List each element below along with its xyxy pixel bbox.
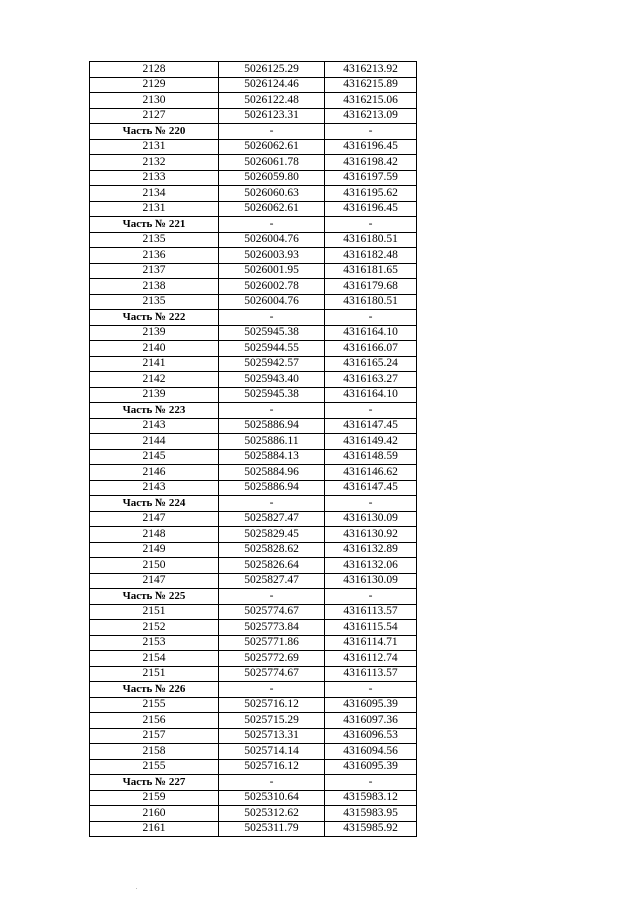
- x-coordinate-cell: 5026003.93: [219, 248, 325, 264]
- table-row: [90, 155, 417, 171]
- point-number-cell: 2140: [90, 341, 219, 357]
- table-row: [90, 573, 417, 589]
- x-coordinate-cell: 5025312.62: [219, 806, 325, 822]
- x-coordinate-cell: 5026122.48: [219, 93, 325, 109]
- part-header-row: [90, 775, 417, 791]
- table-row: [90, 449, 417, 465]
- table-row: [90, 418, 417, 434]
- point-number-cell: 2154: [90, 651, 219, 667]
- point-number-cell: 2128: [90, 62, 219, 78]
- x-coordinate-cell: 5026125.29: [219, 62, 325, 78]
- y-coordinate-cell: 4316196.45: [325, 201, 417, 217]
- point-number-cell: 2146: [90, 465, 219, 481]
- point-number-cell: 2144: [90, 434, 219, 450]
- table-row: [90, 790, 417, 806]
- table-row: [90, 511, 417, 527]
- point-number-cell: 2151: [90, 666, 219, 682]
- y-coordinate-cell: 4316196.45: [325, 139, 417, 155]
- x-coordinate-cell: 5025884.13: [219, 449, 325, 465]
- table-row: [90, 651, 417, 667]
- part-label-cell: Часть № 221: [90, 217, 219, 233]
- scan-speck: [136, 888, 137, 889]
- table-row: [90, 666, 417, 682]
- point-number-cell: 2151: [90, 604, 219, 620]
- part-label-cell: Часть № 226: [90, 682, 219, 698]
- y-coordinate-cell: 4316215.06: [325, 93, 417, 109]
- x-coordinate-cell: -: [219, 217, 325, 233]
- table-row: [90, 465, 417, 481]
- y-coordinate-cell: 4316147.45: [325, 418, 417, 434]
- point-number-cell: 2135: [90, 294, 219, 310]
- y-coordinate-cell: 4315985.92: [325, 821, 417, 837]
- table-row: [90, 604, 417, 620]
- point-number-cell: 2161: [90, 821, 219, 837]
- table-row: [90, 713, 417, 729]
- table-row: [90, 635, 417, 651]
- x-coordinate-cell: 5025311.79: [219, 821, 325, 837]
- table-row: [90, 744, 417, 760]
- x-coordinate-cell: 5026124.46: [219, 77, 325, 93]
- part-label-cell: Часть № 220: [90, 124, 219, 140]
- y-coordinate-cell: 4316165.24: [325, 356, 417, 372]
- x-coordinate-cell: 5025943.40: [219, 372, 325, 388]
- point-number-cell: 2131: [90, 201, 219, 217]
- x-coordinate-cell: 5025715.29: [219, 713, 325, 729]
- y-coordinate-cell: 4316114.71: [325, 635, 417, 651]
- y-coordinate-cell: 4316095.39: [325, 697, 417, 713]
- table-row: [90, 77, 417, 93]
- y-coordinate-cell: -: [325, 589, 417, 605]
- table-row: [90, 93, 417, 109]
- table-row: [90, 186, 417, 202]
- point-number-cell: 2157: [90, 728, 219, 744]
- y-coordinate-cell: 4316164.10: [325, 325, 417, 341]
- point-number-cell: 2158: [90, 744, 219, 760]
- x-coordinate-cell: 5026062.61: [219, 201, 325, 217]
- point-number-cell: 2129: [90, 77, 219, 93]
- x-coordinate-cell: 5025828.62: [219, 542, 325, 558]
- point-number-cell: 2137: [90, 263, 219, 279]
- x-coordinate-cell: 5025771.86: [219, 635, 325, 651]
- x-coordinate-cell: 5026059.80: [219, 170, 325, 186]
- y-coordinate-cell: 4316132.89: [325, 542, 417, 558]
- point-number-cell: 2135: [90, 232, 219, 248]
- x-coordinate-cell: 5025773.84: [219, 620, 325, 636]
- y-coordinate-cell: 4316163.27: [325, 372, 417, 388]
- table-row: [90, 279, 417, 295]
- part-label-cell: Часть № 222: [90, 310, 219, 326]
- x-coordinate-cell: 5025945.38: [219, 387, 325, 403]
- point-number-cell: 2143: [90, 480, 219, 496]
- y-coordinate-cell: 4316197.59: [325, 170, 417, 186]
- point-number-cell: 2153: [90, 635, 219, 651]
- table-row: [90, 201, 417, 217]
- x-coordinate-cell: -: [219, 310, 325, 326]
- x-coordinate-cell: 5026061.78: [219, 155, 325, 171]
- y-coordinate-cell: 4316179.68: [325, 279, 417, 295]
- x-coordinate-cell: -: [219, 775, 325, 791]
- y-coordinate-cell: -: [325, 682, 417, 698]
- point-number-cell: 2147: [90, 573, 219, 589]
- x-coordinate-cell: 5026002.78: [219, 279, 325, 295]
- part-header-row: [90, 589, 417, 605]
- y-coordinate-cell: 4316182.48: [325, 248, 417, 264]
- point-number-cell: 2148: [90, 527, 219, 543]
- point-number-cell: 2143: [90, 418, 219, 434]
- x-coordinate-cell: 5026060.63: [219, 186, 325, 202]
- x-coordinate-cell: 5026123.31: [219, 108, 325, 124]
- part-header-row: [90, 403, 417, 419]
- point-number-cell: 2136: [90, 248, 219, 264]
- point-number-cell: 2160: [90, 806, 219, 822]
- point-number-cell: 2138: [90, 279, 219, 295]
- point-number-cell: 2147: [90, 511, 219, 527]
- y-coordinate-cell: 4316096.53: [325, 728, 417, 744]
- y-coordinate-cell: 4316130.92: [325, 527, 417, 543]
- x-coordinate-cell: 5025772.69: [219, 651, 325, 667]
- x-coordinate-cell: -: [219, 496, 325, 512]
- y-coordinate-cell: -: [325, 217, 417, 233]
- point-number-cell: 2134: [90, 186, 219, 202]
- part-label-cell: Часть № 223: [90, 403, 219, 419]
- table-row: [90, 806, 417, 822]
- x-coordinate-cell: -: [219, 403, 325, 419]
- table-row: [90, 108, 417, 124]
- y-coordinate-cell: -: [325, 496, 417, 512]
- y-coordinate-cell: 4316213.09: [325, 108, 417, 124]
- point-number-cell: 2139: [90, 325, 219, 341]
- x-coordinate-cell: 5025774.67: [219, 604, 325, 620]
- x-coordinate-cell: -: [219, 682, 325, 698]
- table-row: [90, 387, 417, 403]
- y-coordinate-cell: 4316095.39: [325, 759, 417, 775]
- x-coordinate-cell: 5025942.57: [219, 356, 325, 372]
- y-coordinate-cell: -: [325, 403, 417, 419]
- point-number-cell: 2127: [90, 108, 219, 124]
- x-coordinate-cell: -: [219, 589, 325, 605]
- table-row: [90, 480, 417, 496]
- y-coordinate-cell: -: [325, 310, 417, 326]
- x-coordinate-cell: 5025886.11: [219, 434, 325, 450]
- table-row: [90, 248, 417, 264]
- point-number-cell: 2155: [90, 697, 219, 713]
- part-label-cell: Часть № 225: [90, 589, 219, 605]
- point-number-cell: 2130: [90, 93, 219, 109]
- x-coordinate-cell: 5025310.64: [219, 790, 325, 806]
- x-coordinate-cell: 5025716.12: [219, 697, 325, 713]
- table-row: [90, 325, 417, 341]
- point-number-cell: 2133: [90, 170, 219, 186]
- y-coordinate-cell: 4316149.42: [325, 434, 417, 450]
- x-coordinate-cell: 5025827.47: [219, 511, 325, 527]
- table-row: [90, 263, 417, 279]
- y-coordinate-cell: 4316198.42: [325, 155, 417, 171]
- point-number-cell: 2155: [90, 759, 219, 775]
- x-coordinate-cell: 5025774.67: [219, 666, 325, 682]
- y-coordinate-cell: 4316130.09: [325, 511, 417, 527]
- part-label-cell: Часть № 224: [90, 496, 219, 512]
- table-row: [90, 434, 417, 450]
- table-row: [90, 558, 417, 574]
- x-coordinate-cell: 5025944.55: [219, 341, 325, 357]
- point-number-cell: 2145: [90, 449, 219, 465]
- part-header-row: [90, 682, 417, 698]
- y-coordinate-cell: 4316130.09: [325, 573, 417, 589]
- y-coordinate-cell: -: [325, 775, 417, 791]
- table-row: [90, 294, 417, 310]
- x-coordinate-cell: 5026062.61: [219, 139, 325, 155]
- table-row: [90, 620, 417, 636]
- y-coordinate-cell: 4316215.89: [325, 77, 417, 93]
- x-coordinate-cell: 5025827.47: [219, 573, 325, 589]
- x-coordinate-cell: 5025826.64: [219, 558, 325, 574]
- x-coordinate-cell: 5025716.12: [219, 759, 325, 775]
- y-coordinate-cell: 4316180.51: [325, 232, 417, 248]
- y-coordinate-cell: 4316094.56: [325, 744, 417, 760]
- point-number-cell: 2142: [90, 372, 219, 388]
- y-coordinate-cell: 4316181.65: [325, 263, 417, 279]
- part-label-cell: Часть № 227: [90, 775, 219, 791]
- point-number-cell: 2149: [90, 542, 219, 558]
- table-row: [90, 728, 417, 744]
- part-header-row: [90, 124, 417, 140]
- part-header-row: [90, 310, 417, 326]
- y-coordinate-cell: 4316180.51: [325, 294, 417, 310]
- y-coordinate-cell: 4316113.57: [325, 604, 417, 620]
- table-row: [90, 759, 417, 775]
- y-coordinate-cell: 4316147.45: [325, 480, 417, 496]
- y-coordinate-cell: 4316113.57: [325, 666, 417, 682]
- coordinates-table-body: [90, 62, 417, 837]
- y-coordinate-cell: 4316097.36: [325, 713, 417, 729]
- part-header-row: [90, 496, 417, 512]
- table-row: [90, 341, 417, 357]
- point-number-cell: 2152: [90, 620, 219, 636]
- x-coordinate-cell: -: [219, 124, 325, 140]
- point-number-cell: 2150: [90, 558, 219, 574]
- table-row: [90, 62, 417, 78]
- y-coordinate-cell: 4316146.62: [325, 465, 417, 481]
- table-row: [90, 821, 417, 837]
- y-coordinate-cell: 4316132.06: [325, 558, 417, 574]
- y-coordinate-cell: 4316166.07: [325, 341, 417, 357]
- x-coordinate-cell: 5025713.31: [219, 728, 325, 744]
- table-row: [90, 527, 417, 543]
- y-coordinate-cell: 4315983.95: [325, 806, 417, 822]
- y-coordinate-cell: 4316148.59: [325, 449, 417, 465]
- point-number-cell: 2131: [90, 139, 219, 155]
- x-coordinate-cell: 5025714.14: [219, 744, 325, 760]
- x-coordinate-cell: 5025829.45: [219, 527, 325, 543]
- x-coordinate-cell: 5025945.38: [219, 325, 325, 341]
- y-coordinate-cell: 4316195.62: [325, 186, 417, 202]
- point-number-cell: 2159: [90, 790, 219, 806]
- y-coordinate-cell: 4316115.54: [325, 620, 417, 636]
- x-coordinate-cell: 5025886.94: [219, 418, 325, 434]
- x-coordinate-cell: 5026004.76: [219, 294, 325, 310]
- x-coordinate-cell: 5026004.76: [219, 232, 325, 248]
- point-number-cell: 2132: [90, 155, 219, 171]
- y-coordinate-cell: 4316213.92: [325, 62, 417, 78]
- y-coordinate-cell: 4316164.10: [325, 387, 417, 403]
- table-row: [90, 542, 417, 558]
- y-coordinate-cell: 4315983.12: [325, 790, 417, 806]
- table-row: [90, 372, 417, 388]
- point-number-cell: 2141: [90, 356, 219, 372]
- table-row: [90, 170, 417, 186]
- table-row: [90, 356, 417, 372]
- point-number-cell: 2139: [90, 387, 219, 403]
- table-row: [90, 697, 417, 713]
- y-coordinate-cell: -: [325, 124, 417, 140]
- y-coordinate-cell: 4316112.74: [325, 651, 417, 667]
- x-coordinate-cell: 5025884.96: [219, 465, 325, 481]
- point-number-cell: 2156: [90, 713, 219, 729]
- table-row: [90, 139, 417, 155]
- table-row: [90, 232, 417, 248]
- coordinates-table: [89, 61, 417, 837]
- part-header-row: [90, 217, 417, 233]
- x-coordinate-cell: 5025886.94: [219, 480, 325, 496]
- x-coordinate-cell: 5026001.95: [219, 263, 325, 279]
